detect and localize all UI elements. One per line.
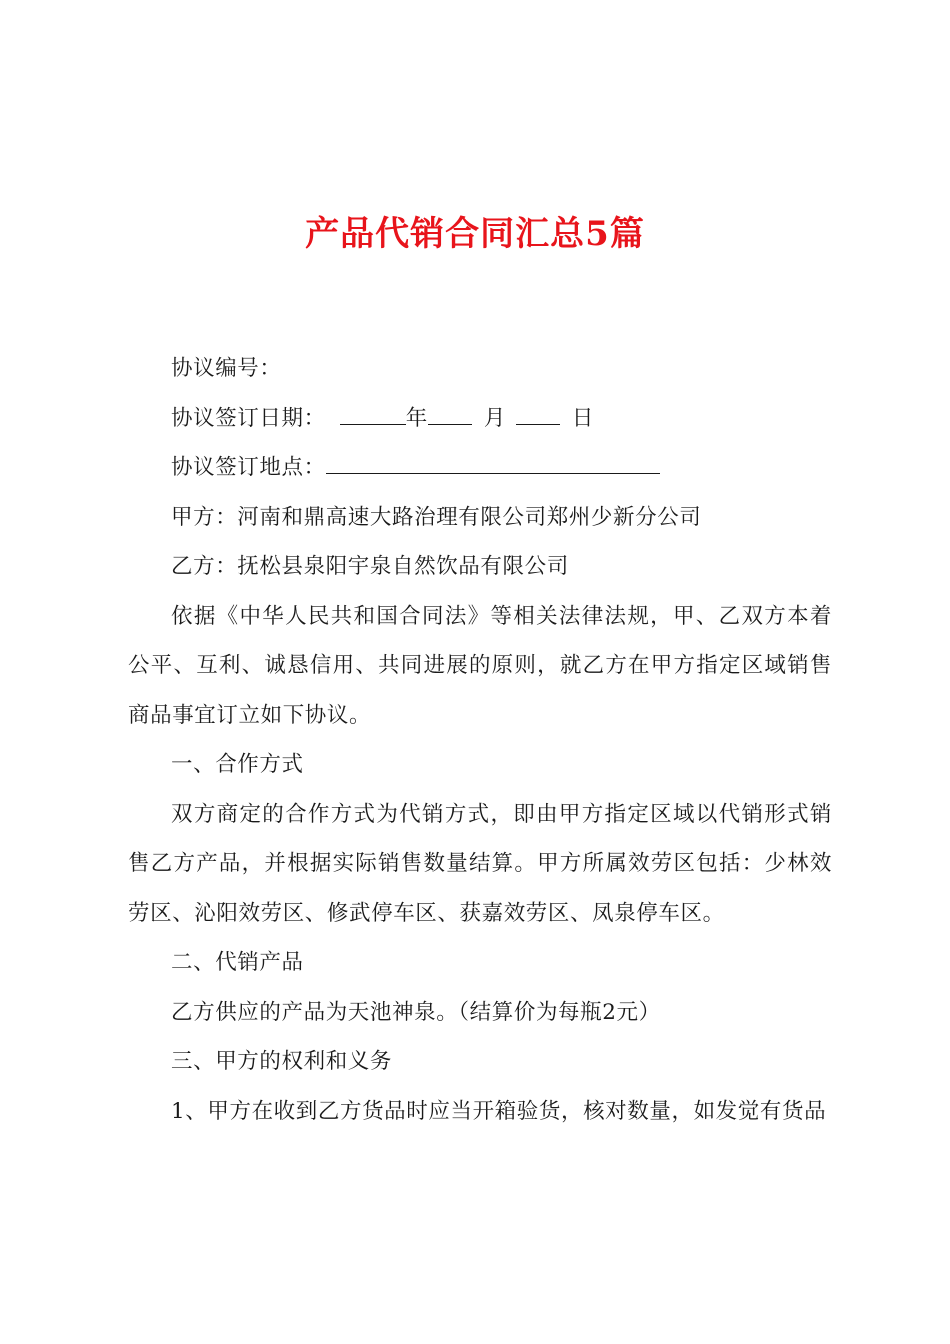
agreement-number-label: 协议编号： (171, 356, 282, 381)
month-label: 月 (483, 405, 506, 431)
sign-date-label: 协议签订日期： (171, 405, 326, 431)
year-label: 年 (405, 405, 428, 431)
section-1-heading: 一、合作方式 (171, 752, 304, 777)
month-blank (428, 401, 472, 425)
document-title: 产品代销合同汇总5篇 (305, 214, 645, 254)
day-label: 日 (571, 405, 595, 431)
place-blank (326, 450, 660, 474)
section-3-item-1: 1、甲方在收到乙方货品时应当开箱验货，核对数量，如发觉有货品 (171, 1098, 827, 1124)
section-1-text: 双方商定的合作方式为代销方式，即由甲方指定区域以代销形式销售乙方产品，并根据实际销售数量结算。甲方所属效劳区包括：少林效劳区、沁阳效劳区、修武停车区、获嘉效劳区、凤泉停车区。 (128, 801, 832, 926)
agreement-number-line (128, 344, 832, 394)
day-blank (516, 401, 560, 425)
sign-place-line (128, 443, 832, 493)
section-2-heading: 二、代销产品 (171, 950, 304, 975)
sign-date-line (128, 394, 832, 444)
year-blank (340, 401, 406, 425)
section-3-heading: 三、甲方的权利和义务 (171, 1049, 393, 1074)
party-a: 甲方：河南和鼎高速大路治理有限公司郑州少新分公司 (171, 504, 702, 530)
party-b: 乙方：抚松县泉阳宇泉自然饮品有限公司 (171, 554, 569, 579)
intro-paragraph: 依据《中华人民共和国合同法》等相关法律法规，甲、乙双方本着公平、互利、诚恳信用、共同进展的原则，就乙方在甲方指定区域销售商品事宜订立如下协议。 (128, 603, 832, 728)
document-body (128, 344, 832, 1136)
sign-place-label: 协议签订地点： (171, 455, 326, 480)
section-2-text: 乙方供应的产品为天池神泉。（结算价为每瓶2元） (171, 999, 661, 1025)
